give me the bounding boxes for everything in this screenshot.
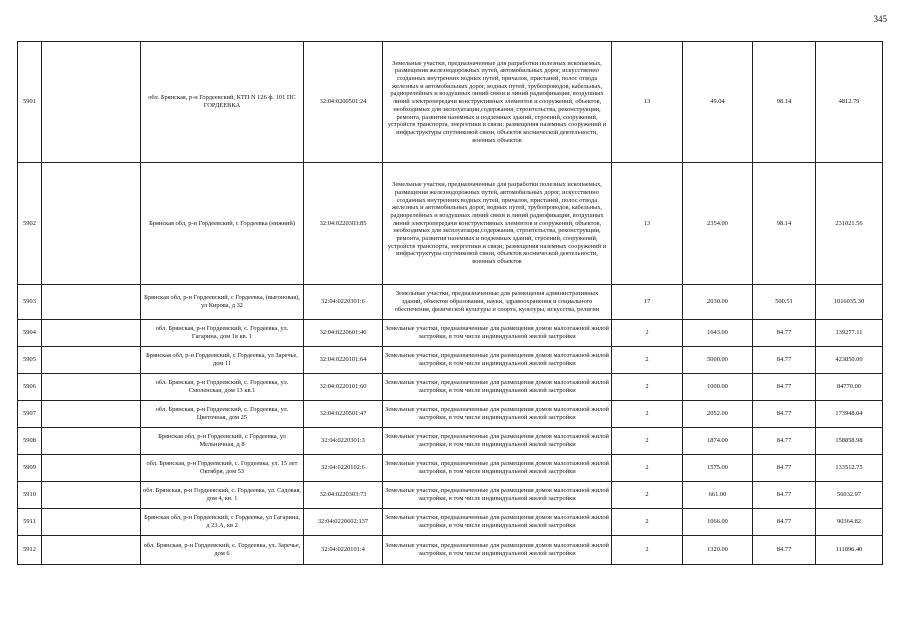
area-cell: 1575.00	[683, 455, 753, 482]
row-number: 5904	[18, 320, 42, 347]
cadastral-value-cell: 158858.98	[816, 428, 883, 455]
empty-cell	[42, 455, 141, 482]
address-cell: обл. Брянская, р-н Гордеевский, с. Гордеевка, ул. Гагарина, дом 1в кв. 1	[141, 320, 304, 347]
class-code-cell: 2	[612, 374, 683, 401]
unit-value-cell: 84.77	[753, 428, 816, 455]
land-use-cell: Земельные участки, предназначенные для размещения домов малоэтажной жилой застройки, в том числе индивидуальной жилой застройки	[383, 482, 612, 509]
cadastral-value-cell: 90364.82	[816, 509, 883, 536]
unit-value-cell: 84.77	[753, 455, 816, 482]
row-number: 5902	[18, 163, 42, 285]
land-use-cell: Земельные участки, предназначенные для размещения домов малоэтажной жилой застройки, в том числе индивидуальной жилой застройки	[383, 536, 612, 565]
cadastral-number-cell: 32:04:0220102:6	[304, 455, 383, 482]
unit-value-cell: 84.77	[753, 482, 816, 509]
area-cell: 1066.00	[683, 509, 753, 536]
cadastral-number-cell: 32:04:0220101:60	[304, 374, 383, 401]
class-code-cell: 2	[612, 536, 683, 565]
cadastral-value-cell: 4812.79	[816, 42, 883, 163]
empty-cell	[42, 163, 141, 285]
table-row	[18, 536, 883, 565]
cadastral-value-cell: 1016035.30	[816, 285, 883, 320]
table-row	[18, 285, 883, 320]
cadastral-number-cell: 32:04:0220303:73	[304, 482, 383, 509]
cadastral-number-cell: 32:04:0220501:47	[304, 401, 383, 428]
empty-cell	[42, 401, 141, 428]
land-use-cell: Земельные участки, предназначенные для размещения домов малоэтажной жилой застройки, в том числе индивидуальной жилой застройки	[383, 320, 612, 347]
cadastral-value-cell: 56032.97	[816, 482, 883, 509]
area-cell: 1643.00	[683, 320, 753, 347]
unit-value-cell: 84.77	[753, 401, 816, 428]
empty-cell	[42, 509, 141, 536]
table-row	[18, 401, 883, 428]
land-use-cell: Земельные участки, предназначенные для размещения домов малоэтажной жилой застройки, в том числе индивидуальной жилой застройки	[383, 401, 612, 428]
cadastral-number-cell: 32:04:0220601:46	[304, 320, 383, 347]
address-cell: обл. Брянская, р-н Гордеевский, с. Гордеевка, ул. Заречье, дом 6	[141, 536, 304, 565]
empty-cell	[42, 374, 141, 401]
table-row	[18, 428, 883, 455]
empty-cell	[42, 536, 141, 565]
cadastral-number-cell: 32:04:0220301:3	[304, 428, 383, 455]
land-registry-table	[17, 41, 883, 565]
unit-value-cell: 84.77	[753, 374, 816, 401]
cadastral-value-cell: 231021.56	[816, 163, 883, 285]
area-cell: 2030.00	[683, 285, 753, 320]
row-number: 5907	[18, 401, 42, 428]
cadastral-value-cell: 84770.00	[816, 374, 883, 401]
empty-cell	[42, 347, 141, 374]
area-cell: 1874.00	[683, 428, 753, 455]
area-cell: 49.04	[683, 42, 753, 163]
address-cell: Брянская обл, р-н Гордеевский, с Гордеевка (нижний)	[141, 163, 304, 285]
area-cell: 2052.00	[683, 401, 753, 428]
empty-cell	[42, 320, 141, 347]
cadastral-number-cell: 32:04:0220101:4	[304, 536, 383, 565]
unit-value-cell: 84.77	[753, 536, 816, 565]
class-code-cell: 2	[612, 482, 683, 509]
empty-cell	[42, 482, 141, 509]
row-number: 5909	[18, 455, 42, 482]
address-cell: обл. Брянская, р-н Гордеевский, с. Гордеевка, ул. Цветочная, дом 25	[141, 401, 304, 428]
address-cell: обл. Брянская, р-н Гордеевский, с. Гордеевка, ул. Смоленская, дом 13 кв.1	[141, 374, 304, 401]
class-code-cell: 2	[612, 509, 683, 536]
cadastral-number-cell: 32:04:0220602:137	[304, 509, 383, 536]
table-row	[18, 509, 883, 536]
row-number: 5905	[18, 347, 42, 374]
row-number: 5910	[18, 482, 42, 509]
address-cell: обл. Брянская, р-н Гордеевский, с. Гордеевка, ул. Садовая, дом 4, кв. 1	[141, 482, 304, 509]
class-code-cell: 2	[612, 401, 683, 428]
address-cell: обл. Брянская, р-н Гордеевский, с. Гордеевка, ул. 15 лет Октября, дом 53	[141, 455, 304, 482]
table-row	[18, 455, 883, 482]
table-row	[18, 482, 883, 509]
unit-value-cell: 98.14	[753, 42, 816, 163]
class-code-cell: 2	[612, 428, 683, 455]
cadastral-value-cell: 423850.00	[816, 347, 883, 374]
cadastral-value-cell: 173948.04	[816, 401, 883, 428]
area-cell: 661.00	[683, 482, 753, 509]
land-use-cell: Земельные участки, предназначенные для размещения домов малоэтажной жилой застройки, в том числе индивидуальной жилой застройки	[383, 347, 612, 374]
address-cell: Брянская обл, р-н Гордеевский, с Гордеевка, ул Мельничная, д 8	[141, 428, 304, 455]
area-cell: 5000.00	[683, 347, 753, 374]
row-number: 5903	[18, 285, 42, 320]
table-row	[18, 374, 883, 401]
address-cell: Брянская обл, р-н Гордеевский, с Гордеевка, (выгоновая), ул Кирова, д 32	[141, 285, 304, 320]
table-row	[18, 42, 883, 163]
cadastral-value-cell: 139277.11	[816, 320, 883, 347]
land-use-cell: Земельные участки, предназначенные для размещения домов малоэтажной жилой застройки, в том числе индивидуальной жилой застройки	[383, 428, 612, 455]
table-row	[18, 163, 883, 285]
class-code-cell: 17	[612, 285, 683, 320]
row-number: 5912	[18, 536, 42, 565]
address-cell: Брянская обл, р-н Гордеевский, с Гордеевка, ул Заречье, дом 11	[141, 347, 304, 374]
area-cell: 1000.00	[683, 374, 753, 401]
unit-value-cell: 500.51	[753, 285, 816, 320]
area-cell: 1320.00	[683, 536, 753, 565]
table-row	[18, 320, 883, 347]
area-cell: 2354.00	[683, 163, 753, 285]
row-number: 5911	[18, 509, 42, 536]
unit-value-cell: 98.14	[753, 163, 816, 285]
class-code-cell: 2	[612, 320, 683, 347]
unit-value-cell: 84.77	[753, 347, 816, 374]
address-cell: обл. Брянская, р-н Гордеевский, КТП N 126 ф. 101 ПС ГОРДЕЕВКА	[141, 42, 304, 163]
class-code-cell: 13	[612, 163, 683, 285]
class-code-cell: 2	[612, 347, 683, 374]
land-use-cell: Земельные участки, предназначенные для размещения административных зданий, объектов образования, науки, здравоохранения и социального обеспечения, физической культуры и спорта, культуры, искусства, религии	[383, 285, 612, 320]
cadastral-value-cell: 111896.40	[816, 536, 883, 565]
land-use-cell: Земельные участки, предназначенные для размещения домов малоэтажной жилой застройки, в том числе индивидуальной жилой застройки	[383, 455, 612, 482]
cadastral-number-cell: 32:04:0220301:6	[304, 285, 383, 320]
cadastral-number-cell: 32:04:0220101:64	[304, 347, 383, 374]
page-number: 345	[873, 14, 887, 24]
land-use-cell: Земельные участки, предназначенные для разработки полезных ископаемых, размещения железнодорожных путей, автомобильных дорог, искусственно созданных внутренних водных путей, причалов, пристаней, полос отвода железных и автомобильных дорог, водных путей, трубопроводов, кабельных, радиорелейных и воздушных линий связи и линий радиофикации, воздушных линий электропередачи конструктивных элементов и сооружений, объектов, необходимых для эксплуатации,содержания, строительства, реконструкции, ремонта, развития наземных и подземных зданий, строений, сооружений, устройств транспорта, энергетики и связи; размещения наземных сооружений и инфраструктуры спутниковой связи, объектов космической деятельности, военных объектов	[383, 42, 612, 163]
land-use-cell: Земельные участки, предназначенные для разработки полезных ископаемых, размещения железнодорожных путей, автомобильных дорог, искусственно созданных внутренних водных путей, причалов, пристаней, полос отвода железных и автомобильных дорог, водных путей, трубопроводов, кабельных, радиорелейных и воздушных линий связи и линий радиофикации, воздушных линий электропередачи конструктивных элементов и сооружений, объектов, необходимых для эксплуатации,содержания, строительства, реконструкции, ремонта, развития наземных и подземных зданий, строений, сооружений, устройств транспорта, энергетики и связи; размещения наземных сооружений и инфраструктуры спутниковой связи, объектов космической деятельности, военных объектов	[383, 163, 612, 285]
unit-value-cell: 84.77	[753, 509, 816, 536]
class-code-cell: 13	[612, 42, 683, 163]
class-code-cell: 2	[612, 455, 683, 482]
empty-cell	[42, 285, 141, 320]
table-row	[18, 347, 883, 374]
table-body	[18, 42, 883, 565]
land-use-cell: Земельные участки, предназначенные для размещения домов малоэтажной жилой застройки, в том числе индивидуальной жилой застройки	[383, 509, 612, 536]
unit-value-cell: 84.77	[753, 320, 816, 347]
row-number: 5901	[18, 42, 42, 163]
row-number: 5908	[18, 428, 42, 455]
empty-cell	[42, 428, 141, 455]
empty-cell	[42, 42, 141, 163]
address-cell: Брянская обл, р-н Гордеевский, с Гордеевка, ул Гагарина, д 23 А, кв 2	[141, 509, 304, 536]
cadastral-number-cell: 32:04:0200501:24	[304, 42, 383, 163]
cadastral-value-cell: 133512.75	[816, 455, 883, 482]
cadastral-number-cell: 32:04:0220303:85	[304, 163, 383, 285]
land-use-cell: Земельные участки, предназначенные для размещения домов малоэтажной жилой застройки, в том числе индивидуальной жилой застройки	[383, 374, 612, 401]
row-number: 5906	[18, 374, 42, 401]
